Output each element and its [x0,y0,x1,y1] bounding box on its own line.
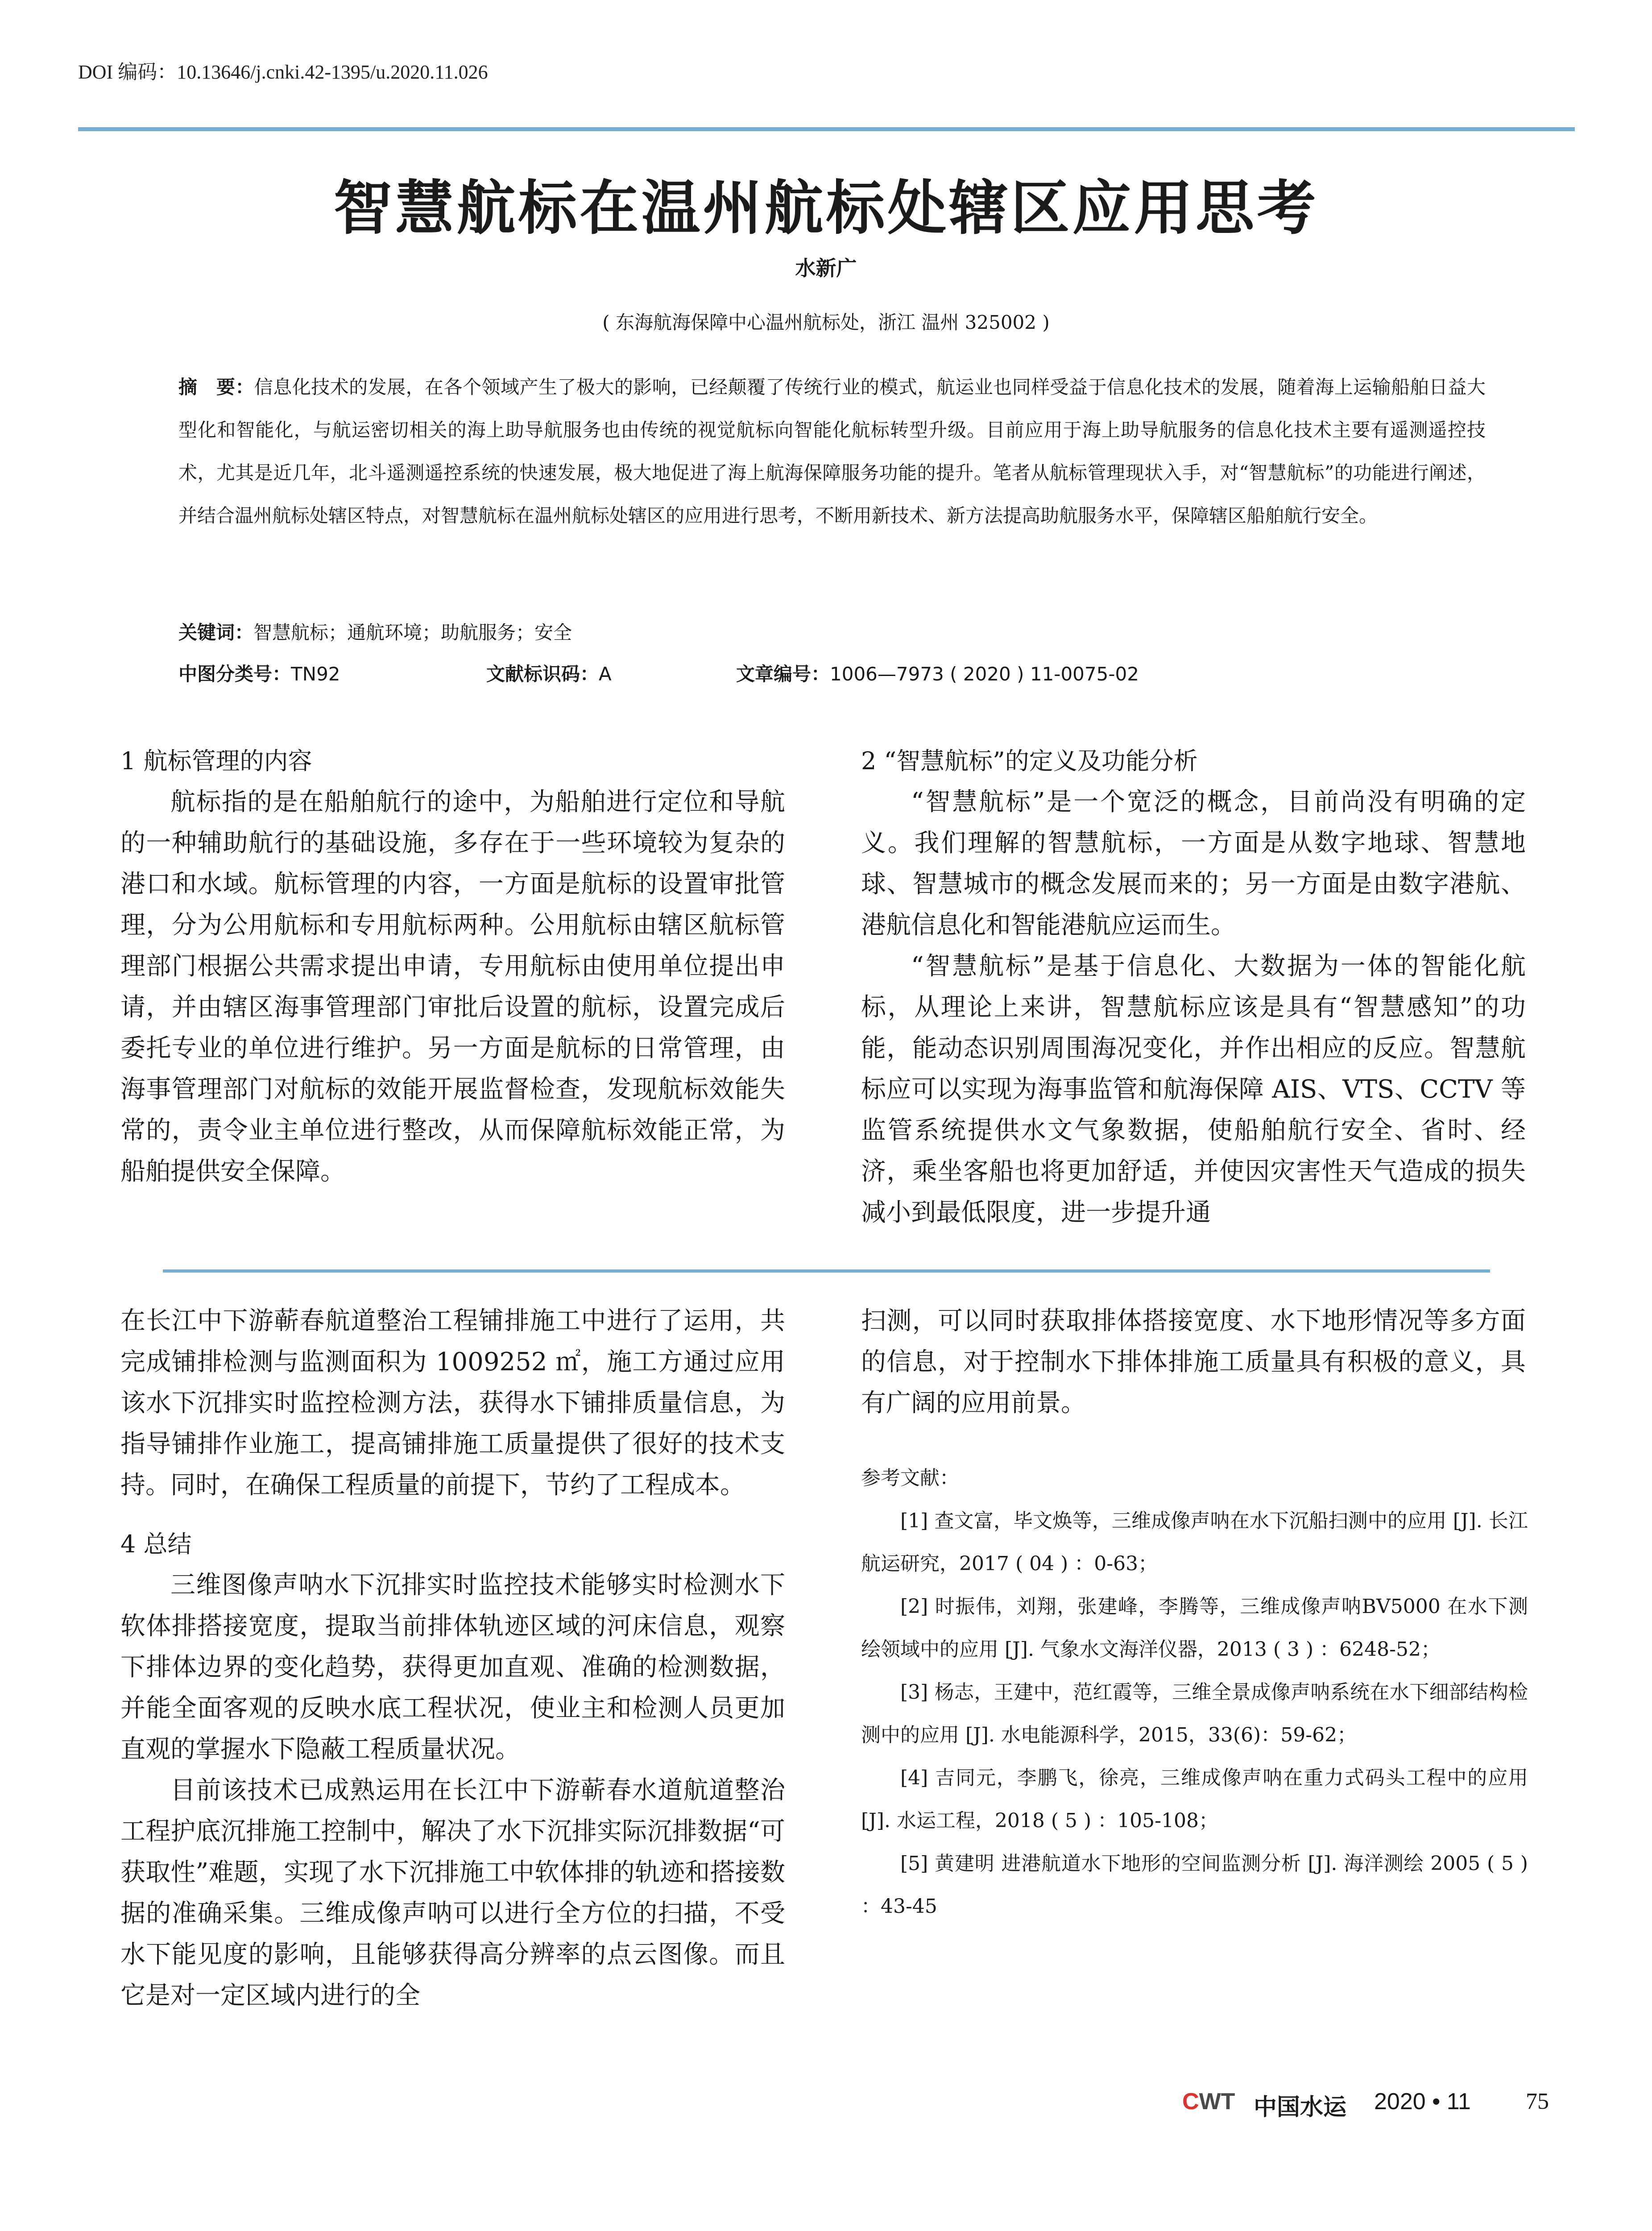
clc-number [178,659,340,686]
references [861,1457,1528,1928]
article-number [736,659,1139,686]
journal-name: 中国水运 [1254,2094,1347,2121]
abstract-label: 摘 要： [178,376,254,398]
article-title: 智慧航标在温州航标处辖区应用思考 [333,174,1319,243]
section-2-heading: 2 “智慧航标”的定义及功能分析 [861,747,1198,775]
keywords-label: 关键词： [178,622,254,643]
upper-left-column [120,741,785,1192]
doc-label: 文献标识码： [486,663,599,685]
abstract-text: 信息化技术的发展，在各个领域产生了极大的影响，已经颠覆了传统行业的模式，航运业也同样受益于信息化技术的发展，随着海上运输船舶日益大型化和智能化，与航运密切相关的海上助导航服务也由传统的视觉航标向智能化航标转型升级。目前应用于海上助导航服务的信息化技术主要有遥测遥控技术，尤其是近几年，北斗遥测遥控系统的快速发展，极大地促进了海上航海保障服务功能的提升。笔者从航标管理现状入手，对“智慧航标”的功能进行阐述，并结合温州航标处辖区特点，对智慧航标在温州航标处辖区的应用进行思考，不断用新技术、新方法提高助航服务水平，保障辖区船舶航行安全。 [178,376,1486,527]
abstract [178,366,1486,537]
section-4-paragraph-1: 三维图像声呐水下沉排实时监控技术能够实时检测水下软体排搭接宽度，提取当前排体轨迹区域的河床信息，观察下排体边界的变化趋势，获得更加直观、准确的检测数据，并能全面客观的反映水底工程状况，使业主和检测人员更加直观的掌握水下隐蔽工程质量状况。 [120,1571,785,1764]
doi-line: DOI 编码：10.13646/j.cnki.42-1395/u.2020.11.026 [78,61,488,83]
section-2-paragraph-2: “智慧航标”是基于信息化、大数据为一体的智能化航标，从理论上来讲，智慧航标应该是具有“智慧感知”的功能，能动态识别周围海况变化，并作出相应的反应。智慧航标应可以实现为海事监管和航海保障 AIS、VTS、CCTV 等监管系统提供水文气象数据，使船舶航行安全、省时、经济，乘坐客船也将更加舒适，并使因灾害性天气造成的损失减小到最低限度，进一步提升通 [861,952,1526,1227]
section-4-paragraph-2: 目前该技术已成熟运用在长江中下游蕲春水道航道整治工程护底沉排施工控制中，解决了水下沉排实际沉排数据“可获取性”难题，实现了水下沉排施工中软体排的轨迹和搭接数据的准确采集。三维成像声呐可以进行全方位的扫描，不受水下能见度的影响，且能够获得高分辨率的点云图像。而且它是对一定区域内进行的全 [120,1776,785,2010]
middle-rule [163,1269,1490,1273]
doc-code [486,659,612,686]
upper-right-column [861,741,1526,1233]
continued-paragraph-right: 扫测，可以同时获取排体搭接宽度、水下地形情况等多方面的信息，对于控制水下排体排施工质量具有积极的意义，具有广阔的应用前景。 [861,1306,1526,1418]
section-2-paragraph-1: “智慧航标”是一个宽泛的概念，目前尚没有明确的定义。我们理解的智慧航标，一方面是从数字地球、智慧地球、智慧城市的概念发展而来的；另一方面是由数字港航、港航信息化和智能港航应运而生。 [861,788,1526,940]
art-label: 文章编号： [736,663,830,685]
keywords [178,618,572,645]
lower-right-column [861,1301,1526,1424]
doc-value: A [599,663,612,685]
section-4-heading: 4 总结 [120,1530,192,1558]
section-1-heading: 1 航标管理的内容 [120,747,312,775]
section-1-paragraph: 航标指的是在船舶航行的途中，为船舶进行定位和导航的一种辅助航行的基础设施，多存在于一些环境较为复杂的港口和水域。航标管理的内容，一方面是航标的设置审批管理，分为公用航标和专用航标两种。公用航标由辖区航标管理部门根据公共需求提出申请，专用航标由使用单位提出申请，并由辖区海事管理部门审批后设置的航标，设置完成后委托专业的单位进行维护。另一方面是航标的日常管理，由海事管理部门对航标的效能开展监督检查，发现航标效能失常的，责令业主单位进行整改，从而保障航标效能正常，为船舶提供安全保障。 [120,788,785,1186]
lower-left-column [120,1301,785,2016]
logo-letter-c: C [1182,2089,1199,2115]
author: 水新广 [795,256,857,280]
art-value: 1006—7973 ( 2020 ) 11-0075-02 [830,663,1139,685]
references-heading: 参考文献： [861,1467,959,1489]
page-number: 75 [1526,2089,1549,2114]
clc-value: TN92 [291,663,340,685]
reference-item: [3] 杨志，王建中，范红霞等，三维全景成像声呐系统在水下细部结构检测中的应用 [J]. 水电能源科学，2015，33(6)：59-62； [861,1681,1528,1746]
reference-item: [5] 黄建明 进港航道水下地形的空间监测分析 [J]. 海洋测绘 2005 ( 5 ) ：43-45 [861,1852,1528,1918]
keywords-text: 智慧航标；通航环境；助航服务；安全 [253,622,572,643]
continued-paragraph: 在长江中下游蕲春航道整治工程铺排施工中进行了运用，共完成铺排检测与监测面积为 1009252 ㎡，施工方通过应用该水下沉排实时监控检测方法，获得水下铺排质量信息，为指导铺排作业施工，提高铺排施工质量提供了很好的技术支持。同时，在确保工程质量的前提下，节约了工程成本。 [120,1306,785,1500]
affiliation: ( 东海航海保障中心温州航标处，浙江 温州 325002 ) [602,311,1050,333]
reference-item: [2] 时振伟，刘翔，张建峰，李腾等，三维成像声呐BV5000 在水下测绘领域中的应用 [J]. 气象水文海洋仪器，2013 ( 3 ) ：6248-52； [861,1595,1528,1661]
logo-letters-wt: WT [1199,2089,1235,2115]
reference-item: [4] 吉同元，李鹏飞，徐亮，三维成像声呐在重力式码头工程中的应用 [J]. 水运工程，2018 ( 5 ) ：105-108； [861,1767,1528,1832]
reference-item: [1] 查文富，毕文焕等，三维成像声呐在水下沉船扫测中的应用 [J]. 长江航运研究，2017 ( 04 ) ：0-63； [861,1509,1528,1575]
clc-label: 中图分类号： [178,663,291,685]
top-rule [78,127,1575,131]
journal-logo [1182,2088,1235,2115]
issue-number: 2020 • 11 [1374,2089,1471,2115]
